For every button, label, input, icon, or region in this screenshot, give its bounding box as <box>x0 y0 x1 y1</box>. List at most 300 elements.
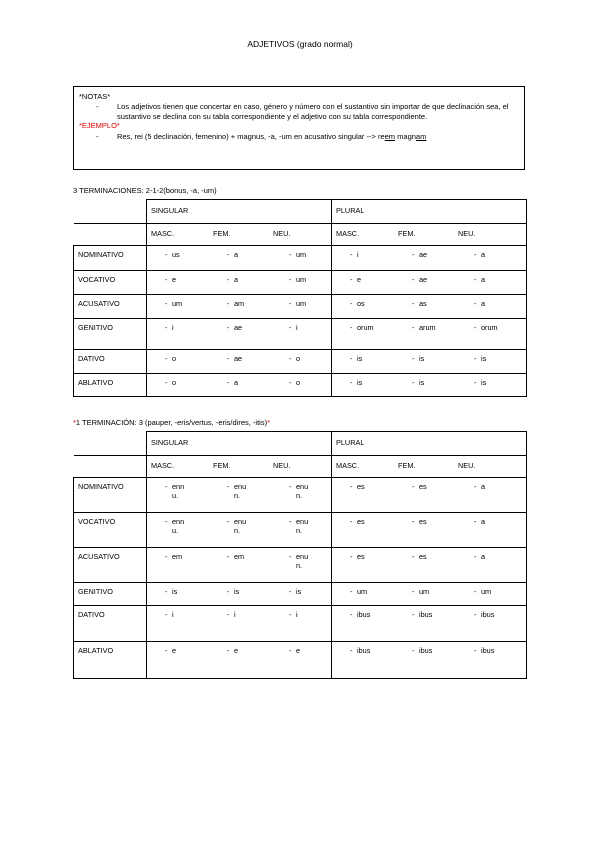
ending-seg <box>336 378 398 387</box>
ending-dash: - <box>289 517 292 526</box>
ending-seg <box>398 275 460 284</box>
endings-group <box>147 246 331 259</box>
gender-masc: MASC. <box>336 229 360 238</box>
ending-value: o <box>296 378 301 387</box>
ending-seg <box>398 482 460 491</box>
ending-seg <box>275 323 313 332</box>
endings-cell <box>332 642 527 679</box>
ending-value: um <box>357 587 368 596</box>
ending-dash: - <box>474 517 477 526</box>
ending-gap <box>189 275 213 284</box>
ending-dash: - <box>227 250 230 259</box>
endings-group <box>147 548 331 570</box>
ending-seg <box>336 299 398 308</box>
gender-header-row <box>74 224 527 246</box>
ending-dash: - <box>350 646 353 655</box>
endings-cell <box>147 350 332 374</box>
endings-group <box>332 319 526 332</box>
ending-dash: - <box>227 517 230 526</box>
ending-dash: - <box>350 354 353 363</box>
ending-seg <box>213 275 275 284</box>
ending-gap <box>251 354 275 363</box>
ending-seg <box>213 610 275 619</box>
ending-gap <box>436 354 460 363</box>
ending-seg <box>336 354 398 363</box>
ending-dash: - <box>350 552 353 561</box>
ending-dash: - <box>165 323 168 332</box>
ending-value: um <box>296 250 307 259</box>
group-header-row <box>74 432 527 456</box>
endings-group <box>147 374 331 387</box>
ending-dash: - <box>227 354 230 363</box>
case-label: NOMINATIVO <box>74 246 147 271</box>
ending-dash: - <box>165 354 168 363</box>
ending-gap <box>374 250 398 259</box>
gender-fem: FEM. <box>213 229 231 238</box>
ending-value: um <box>296 299 307 308</box>
ending-gap <box>251 323 275 332</box>
ending-value: es <box>357 552 365 561</box>
ending-value: ae <box>419 250 428 259</box>
note-text: Los adjetivos tienen que concertar en caso, género y número con el sustantivo sin importar de que declinación sea, el sustantivo se declina con su tabla correspondiente y el adjetivo con su tabla correspondiente. <box>117 102 509 121</box>
ending-gap <box>436 299 460 308</box>
ending-seg <box>275 552 313 570</box>
endings-cell <box>332 478 527 513</box>
ending-value: arum <box>419 323 436 332</box>
case-row <box>74 319 527 350</box>
ending-gap <box>251 552 275 570</box>
ending-dash: - <box>227 646 230 655</box>
endings-group <box>332 246 526 259</box>
ending-gap <box>436 552 460 561</box>
ending-dash: - <box>227 587 230 596</box>
table2-star: * <box>73 418 76 427</box>
endings-group <box>147 350 331 363</box>
ending-seg <box>336 517 398 526</box>
ending-gap <box>374 517 398 526</box>
endings-cell <box>147 295 332 319</box>
corner-cell <box>74 432 147 456</box>
ending-value: ibus <box>481 610 495 619</box>
ending-dash: - <box>289 354 292 363</box>
ending-seg <box>151 323 213 332</box>
ending-dash: - <box>227 275 230 284</box>
gender-header-group <box>147 224 331 238</box>
ending-seg <box>275 517 313 535</box>
ending-value: e <box>172 646 177 655</box>
ending-dash: - <box>412 275 415 284</box>
example-mag-ending: am <box>415 131 427 141</box>
ending-dash: - <box>227 299 230 308</box>
endings-cell <box>147 606 332 642</box>
case-row <box>74 295 527 319</box>
ending-value: es <box>357 517 365 526</box>
ending-seg <box>336 646 398 655</box>
ending-gap <box>374 646 398 655</box>
ending-value: a <box>481 482 486 491</box>
ending-gap <box>251 482 275 500</box>
gender-header-group <box>332 456 526 470</box>
table1-title: 3 TERMINACIONES: 2-1-2(bonus, -a, -um) <box>73 186 217 195</box>
ending-seg <box>275 482 313 500</box>
ending-gap <box>436 610 460 619</box>
ending-value: ibus <box>357 646 371 655</box>
ending-value: a <box>481 250 486 259</box>
ending-seg <box>275 250 313 259</box>
ending-gap <box>189 646 213 655</box>
case-row <box>74 513 527 548</box>
ending-value: i <box>296 610 298 619</box>
ending-value: es <box>419 517 427 526</box>
example-res-ending: em <box>384 131 396 141</box>
ending-seg <box>460 250 498 259</box>
example-item <box>79 132 519 141</box>
ending-dash: - <box>289 610 292 619</box>
ending-seg <box>336 323 398 332</box>
ending-value: enun. <box>296 552 309 571</box>
ending-value: ibus <box>419 646 433 655</box>
endings-group <box>332 350 526 363</box>
endings-cell <box>147 271 332 295</box>
table1 <box>73 199 527 397</box>
case-label: ACUSATIVO <box>74 548 147 583</box>
endings-group <box>147 319 331 332</box>
endings-cell <box>147 513 332 548</box>
ending-seg <box>336 250 398 259</box>
ending-seg <box>460 587 498 596</box>
ending-dash: - <box>412 354 415 363</box>
ending-seg <box>398 378 460 387</box>
ending-dash: - <box>412 587 415 596</box>
ending-seg <box>336 587 398 596</box>
case-row <box>74 271 527 295</box>
ending-dash: - <box>350 250 353 259</box>
ending-seg <box>213 482 275 500</box>
group-singular: SINGULAR <box>147 432 332 456</box>
example-mag: magn <box>397 131 416 141</box>
case-row <box>74 350 527 374</box>
ending-gap <box>374 610 398 619</box>
endings-cell <box>147 246 332 271</box>
gender-fem: FEM. <box>398 229 416 238</box>
ending-gap <box>189 517 213 535</box>
ending-dash: - <box>474 646 477 655</box>
ending-dash: - <box>474 610 477 619</box>
ending-value: es <box>357 482 365 491</box>
ending-gap <box>436 250 460 259</box>
ending-seg <box>398 552 460 561</box>
ending-gap <box>436 482 460 491</box>
ending-dash: - <box>350 275 353 284</box>
group-singular: SINGULAR <box>147 200 332 224</box>
example-text <box>115 132 519 141</box>
endings-group <box>332 548 526 561</box>
ending-value: a <box>481 552 486 561</box>
ending-gap <box>374 587 398 596</box>
group-plural: PLURAL <box>332 200 527 224</box>
ending-dash: - <box>474 354 477 363</box>
ending-gap <box>189 299 213 308</box>
case-label: DATIVO <box>74 606 147 642</box>
ending-seg <box>151 299 213 308</box>
endings-group <box>332 295 526 308</box>
ending-value: is <box>419 378 425 387</box>
ending-dash: - <box>412 646 415 655</box>
endings-cell <box>147 374 332 397</box>
ending-seg <box>213 552 275 570</box>
ending-seg <box>336 552 398 561</box>
ending-gap <box>436 646 460 655</box>
endings-group <box>147 583 331 596</box>
ending-dash: - <box>289 275 292 284</box>
gender-neu: NEU. <box>458 461 476 470</box>
ending-value: o <box>296 354 301 363</box>
group-header-row <box>74 200 527 224</box>
ending-seg <box>275 646 313 655</box>
ending-dash: - <box>474 378 477 387</box>
endings-cell <box>147 583 332 606</box>
ending-seg <box>275 610 313 619</box>
ending-seg <box>460 517 498 526</box>
ending-seg <box>275 587 313 596</box>
endings-cell <box>332 271 527 295</box>
ending-seg <box>336 482 398 491</box>
ending-value: enun. <box>296 482 309 501</box>
table1-body <box>74 200 527 397</box>
ending-seg <box>151 250 213 259</box>
ending-value: ibus <box>481 646 495 655</box>
endings-group <box>147 606 331 619</box>
ending-seg <box>398 610 460 619</box>
ending-dash: - <box>227 610 230 619</box>
ending-value: a <box>481 299 486 308</box>
ending-seg <box>398 646 460 655</box>
ending-value: us <box>172 250 180 259</box>
ending-value: enun. <box>234 482 247 501</box>
ending-seg <box>336 275 398 284</box>
ending-gap <box>251 378 275 387</box>
ending-dash: - <box>289 646 292 655</box>
gender-masc: MASC. <box>151 229 175 238</box>
ending-dash: - <box>289 378 292 387</box>
endings-group <box>332 478 526 491</box>
ending-value: i <box>172 323 174 332</box>
ending-dash: - <box>350 378 353 387</box>
ending-dash: - <box>412 482 415 491</box>
gender-neu: NEU. <box>458 229 476 238</box>
ending-value: is <box>481 378 487 387</box>
ending-value: ibus <box>419 610 433 619</box>
ending-value: ae <box>419 275 428 284</box>
case-row <box>74 642 527 679</box>
ending-dash: - <box>350 587 353 596</box>
ending-dash: - <box>350 517 353 526</box>
ending-dash: - <box>165 587 168 596</box>
ending-dash: - <box>165 299 168 308</box>
ending-dash: - <box>350 610 353 619</box>
ending-gap <box>189 587 213 596</box>
ending-dash: - <box>474 250 477 259</box>
ending-seg <box>151 517 213 535</box>
ending-seg <box>213 250 275 259</box>
ending-dash: - <box>289 482 292 491</box>
ending-value: a <box>234 250 239 259</box>
endings-cell <box>332 513 527 548</box>
corner-cell <box>74 224 147 246</box>
ending-value: is <box>172 587 178 596</box>
ending-value: as <box>419 299 427 308</box>
ending-seg <box>398 587 460 596</box>
ending-seg <box>151 587 213 596</box>
ending-dash: - <box>165 482 168 491</box>
case-label: ACUSATIVO <box>74 295 147 319</box>
ending-seg <box>460 299 498 308</box>
example-dash: - <box>96 131 99 141</box>
ending-gap <box>251 250 275 259</box>
gender-neu: NEU. <box>273 229 291 238</box>
ending-gap <box>251 610 275 619</box>
ending-value: enun. <box>296 517 309 536</box>
ending-seg <box>151 552 213 570</box>
ending-value: os <box>357 299 365 308</box>
case-label: NOMINATIVO <box>74 478 147 513</box>
ending-gap <box>374 299 398 308</box>
ending-gap <box>189 482 213 500</box>
endings-group <box>332 513 526 526</box>
ending-seg <box>398 354 460 363</box>
gender-header-group <box>147 456 331 470</box>
gender-headers <box>332 224 527 246</box>
ending-value: am <box>234 299 245 308</box>
ending-value: um <box>481 587 492 596</box>
ending-dash: - <box>227 378 230 387</box>
ending-value: ae <box>234 354 243 363</box>
ending-seg <box>213 354 275 363</box>
ending-value: i <box>172 610 174 619</box>
ending-seg <box>151 482 213 500</box>
ending-gap <box>189 552 213 570</box>
gender-headers <box>147 224 332 246</box>
ending-dash: - <box>474 275 477 284</box>
ending-gap <box>251 646 275 655</box>
ending-seg <box>460 646 498 655</box>
case-label: ABLATIVO <box>74 374 147 397</box>
ending-dash: - <box>227 323 230 332</box>
ending-seg <box>275 354 313 363</box>
case-row <box>74 374 527 397</box>
corner-cell <box>74 456 147 478</box>
page-title: ADJETIVOS (grado normal) <box>247 39 353 49</box>
ending-value: es <box>419 482 427 491</box>
ending-gap <box>251 517 275 535</box>
ending-seg <box>213 587 275 596</box>
ending-gap <box>374 323 398 332</box>
ending-seg <box>213 517 275 535</box>
ending-dash: - <box>289 587 292 596</box>
case-row <box>74 583 527 606</box>
ending-gap <box>189 354 213 363</box>
ending-value: um <box>296 275 307 284</box>
ending-value: is <box>234 587 240 596</box>
ending-value: e <box>172 275 177 284</box>
ending-seg <box>336 610 398 619</box>
endings-cell <box>332 606 527 642</box>
case-label: VOCATIVO <box>74 513 147 548</box>
ending-seg <box>460 378 498 387</box>
endings-group <box>147 478 331 500</box>
endings-cell <box>147 319 332 350</box>
ending-seg <box>398 517 460 526</box>
endings-cell <box>332 548 527 583</box>
ending-value: is <box>296 587 302 596</box>
endings-cell <box>147 548 332 583</box>
ending-value: um <box>172 299 183 308</box>
ending-dash: - <box>289 250 292 259</box>
ending-dash: - <box>412 250 415 259</box>
ending-value: i <box>296 323 298 332</box>
ending-gap <box>189 250 213 259</box>
endings-cell <box>147 478 332 513</box>
case-label: DATIVO <box>74 350 147 374</box>
ending-seg <box>460 482 498 491</box>
ending-gap <box>436 323 460 332</box>
ending-value: enun. <box>234 517 247 536</box>
ending-seg <box>213 646 275 655</box>
endings-group <box>147 642 331 655</box>
case-label: ABLATIVO <box>74 642 147 679</box>
gender-fem: FEM. <box>398 461 416 470</box>
ending-value: e <box>234 646 239 655</box>
ending-gap <box>436 517 460 526</box>
ending-dash: - <box>289 552 292 561</box>
ending-dash: - <box>412 552 415 561</box>
ending-value: um <box>419 587 430 596</box>
ending-seg <box>151 646 213 655</box>
ending-dash: - <box>289 299 292 308</box>
endings-group <box>332 374 526 387</box>
ending-value: a <box>234 378 239 387</box>
example-header: *EJEMPLO* <box>79 121 120 131</box>
endings-cell <box>332 583 527 606</box>
ending-dash: - <box>412 323 415 332</box>
ending-seg <box>213 323 275 332</box>
ending-value: is <box>357 378 363 387</box>
ending-value: is <box>419 354 425 363</box>
ending-dash: - <box>165 646 168 655</box>
ending-dash: - <box>474 552 477 561</box>
ending-value: e <box>357 275 362 284</box>
ending-value: ennu. <box>172 517 185 536</box>
ending-seg <box>213 378 275 387</box>
case-label: VOCATIVO <box>74 271 147 295</box>
ending-dash: - <box>227 482 230 491</box>
ending-value: o <box>172 354 177 363</box>
ending-dash: - <box>165 517 168 526</box>
case-row <box>74 478 527 513</box>
gender-headers <box>332 456 527 478</box>
ending-dash: - <box>165 378 168 387</box>
ending-dash: - <box>412 378 415 387</box>
ending-gap <box>374 354 398 363</box>
endings-group <box>332 271 526 284</box>
ending-seg <box>275 299 313 308</box>
ending-dash: - <box>227 552 230 561</box>
ending-value: i <box>357 250 359 259</box>
table2-title <box>73 418 270 427</box>
ending-gap <box>189 323 213 332</box>
ending-value: i <box>234 610 236 619</box>
gender-masc: MASC. <box>151 461 175 470</box>
